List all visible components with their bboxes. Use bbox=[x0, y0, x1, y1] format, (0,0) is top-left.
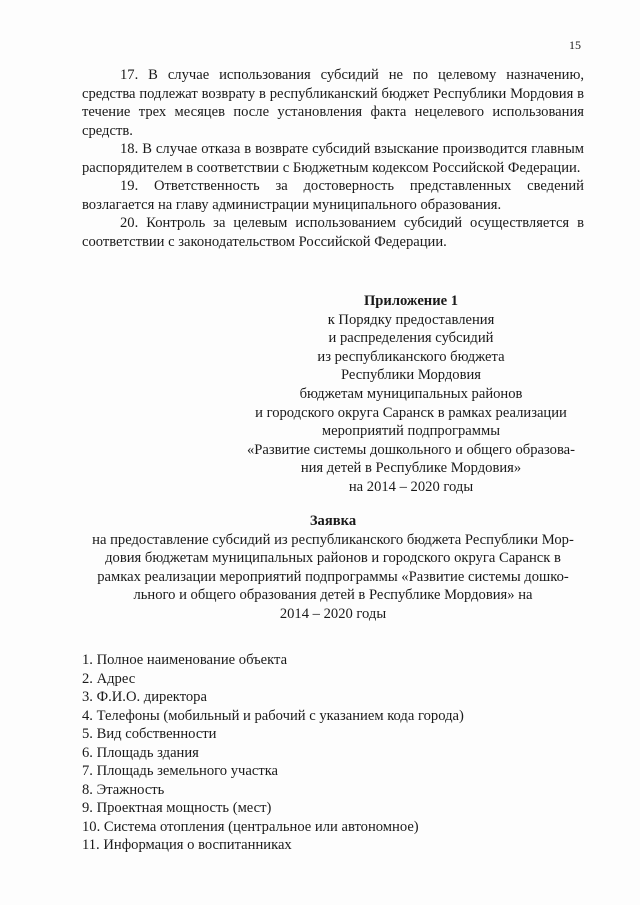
list-item: 2. Адрес bbox=[82, 670, 136, 687]
appendix-line: мероприятий подпрограммы bbox=[321, 423, 501, 440]
request-items-list bbox=[82, 651, 584, 855]
appendix-line: Республики Мордовия bbox=[340, 367, 481, 384]
appendix-line: и распределения субсидий bbox=[328, 330, 494, 347]
paragraph-19: 19. Ответственность за достоверность представленных сведений возлагается на главу администрации муниципального образования. bbox=[82, 178, 584, 213]
paragraph-20: 20. Контроль за целевым использованием субсидий осуществляется в соответствии с законодательством Российской Федерации. bbox=[82, 215, 584, 250]
list-item: 11. Информация о воспитанниках bbox=[82, 837, 292, 854]
appendix-heading: Приложение 1 bbox=[363, 293, 459, 309]
appendix-block bbox=[232, 292, 590, 497]
list-item: 9. Проектная мощность (мест) bbox=[82, 800, 272, 817]
page-number: 15 bbox=[569, 38, 581, 52]
list-item: 5. Вид собственности bbox=[82, 726, 217, 743]
request-line: 2014 – 2020 годы bbox=[279, 605, 387, 622]
appendix-line: и городского округа Саранск в рамках реализации bbox=[255, 404, 567, 421]
request-line: довия бюджетам муниципальных районов и городского округа Саранск в bbox=[105, 550, 561, 567]
paragraph-17: 17. В случае использования субсидий не по целевому назначению, средства подлежат возврату в республиканский бюджет Республики Мордовия в течение трех месяцев после установления факта нецелевого использования средств. bbox=[82, 67, 584, 139]
list-item: 7. Площадь земельного участка bbox=[82, 763, 279, 780]
request-block bbox=[82, 512, 584, 624]
appendix-line: из республиканского бюджета bbox=[317, 348, 505, 365]
appendix-line: «Развитие системы дошкольного и общего образова- bbox=[247, 441, 575, 458]
body-text bbox=[82, 66, 584, 251]
list-item: 6. Площадь здания bbox=[82, 744, 199, 761]
appendix-line: ния детей в Республике Мордовия» bbox=[300, 460, 522, 477]
paragraph-18: 18. В случае отказа в возврате субсидий взыскание производится главным распорядителем в соответствии с Бюджетным кодексом Российской Федерации. bbox=[82, 141, 584, 176]
request-title: Заявка bbox=[309, 513, 357, 529]
request-line: льного и общего образования детей в Республике Мордовия» на bbox=[133, 587, 533, 604]
list-item: 8. Этажность bbox=[82, 781, 165, 798]
list-item: 1. Полное наименование объекта bbox=[82, 652, 288, 668]
request-line: на предоставление субсидий из республиканского бюджета Республики Мор- bbox=[92, 531, 574, 548]
list-item: 10. Система отопления (центральное или автономное) bbox=[82, 818, 419, 835]
list-item: 3. Ф.И.О. директора bbox=[82, 689, 207, 706]
appendix-line: на 2014 – 2020 годы bbox=[348, 478, 474, 495]
appendix-line: бюджетам муниципальных районов bbox=[299, 385, 523, 402]
appendix-line: к Порядку предоставления bbox=[327, 311, 495, 328]
request-line: рамках реализации мероприятий подпрограммы «Развитие системы дошко- bbox=[97, 568, 569, 585]
list-item: 4. Телефоны (мобильный и рабочий с указанием кода города) bbox=[82, 707, 464, 724]
